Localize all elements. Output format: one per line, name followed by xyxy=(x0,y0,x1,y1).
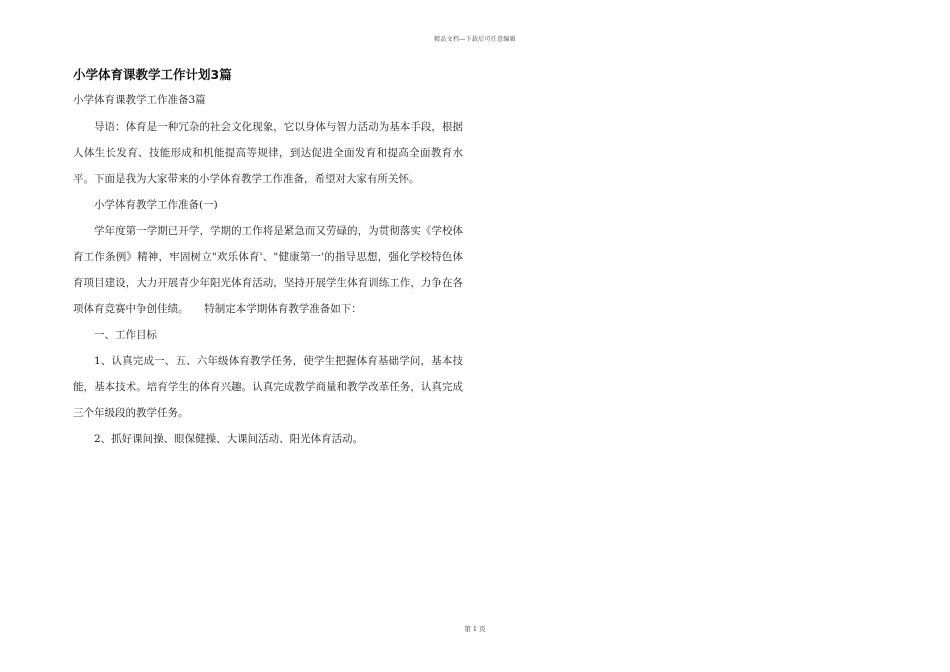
paragraph-goal-1: 1、认真完成一、五、六年级体育教学任务，使学生把握体育基础学问，基本技能，基本技术。培育学生的体育兴趣。认真完成教学商量和教学改革任务，认真完成三个年级段的教学任务。 xyxy=(73,355,463,419)
paragraph-work-goals-heading: 一、工作目标 xyxy=(94,329,157,341)
document-subtitle: 小学体育课教学工作准备3篇 xyxy=(73,94,206,106)
document-title: 小学体育课教学工作计划3篇 xyxy=(73,67,232,82)
page-number: 第 1 页 xyxy=(464,625,486,633)
paragraph-semester-plan: 学年度第一学期已开学，学期的工作将是紧急而又劳碌的，为贯彻落实《学校体育工作条例》精神，牢固树立"欢乐体育'、"健康第一'的指导思想，强化学校特色体育项目建设，大力开展青少年阳光体育活动，坚持开展学生体育训练工作，力争在各项体育竞赛中争创佳绩。 特制定本学期体育教学准备如下： xyxy=(73,225,463,315)
document-body xyxy=(73,66,463,452)
paragraph-section-heading: 小学体育教学工作准备(一) xyxy=(94,199,218,211)
paragraph-intro: 导语：体育是一种冗杂的社会文化现象，它以身体与智力活动为基本手段，根据人体生长发育、技能形成和机能提高等规律，到达促进全面发育和提高全面教育水平。下面是我为大家带来的小学体育教学工作准备，希望对大家有所关怀。 xyxy=(73,121,463,185)
paragraph-goal-2: 2、抓好课间操、眼保健操、大课间活动、阳光体育活动。 xyxy=(94,433,364,445)
header-note: 精品文档—下载后可任意编辑 xyxy=(434,36,516,43)
